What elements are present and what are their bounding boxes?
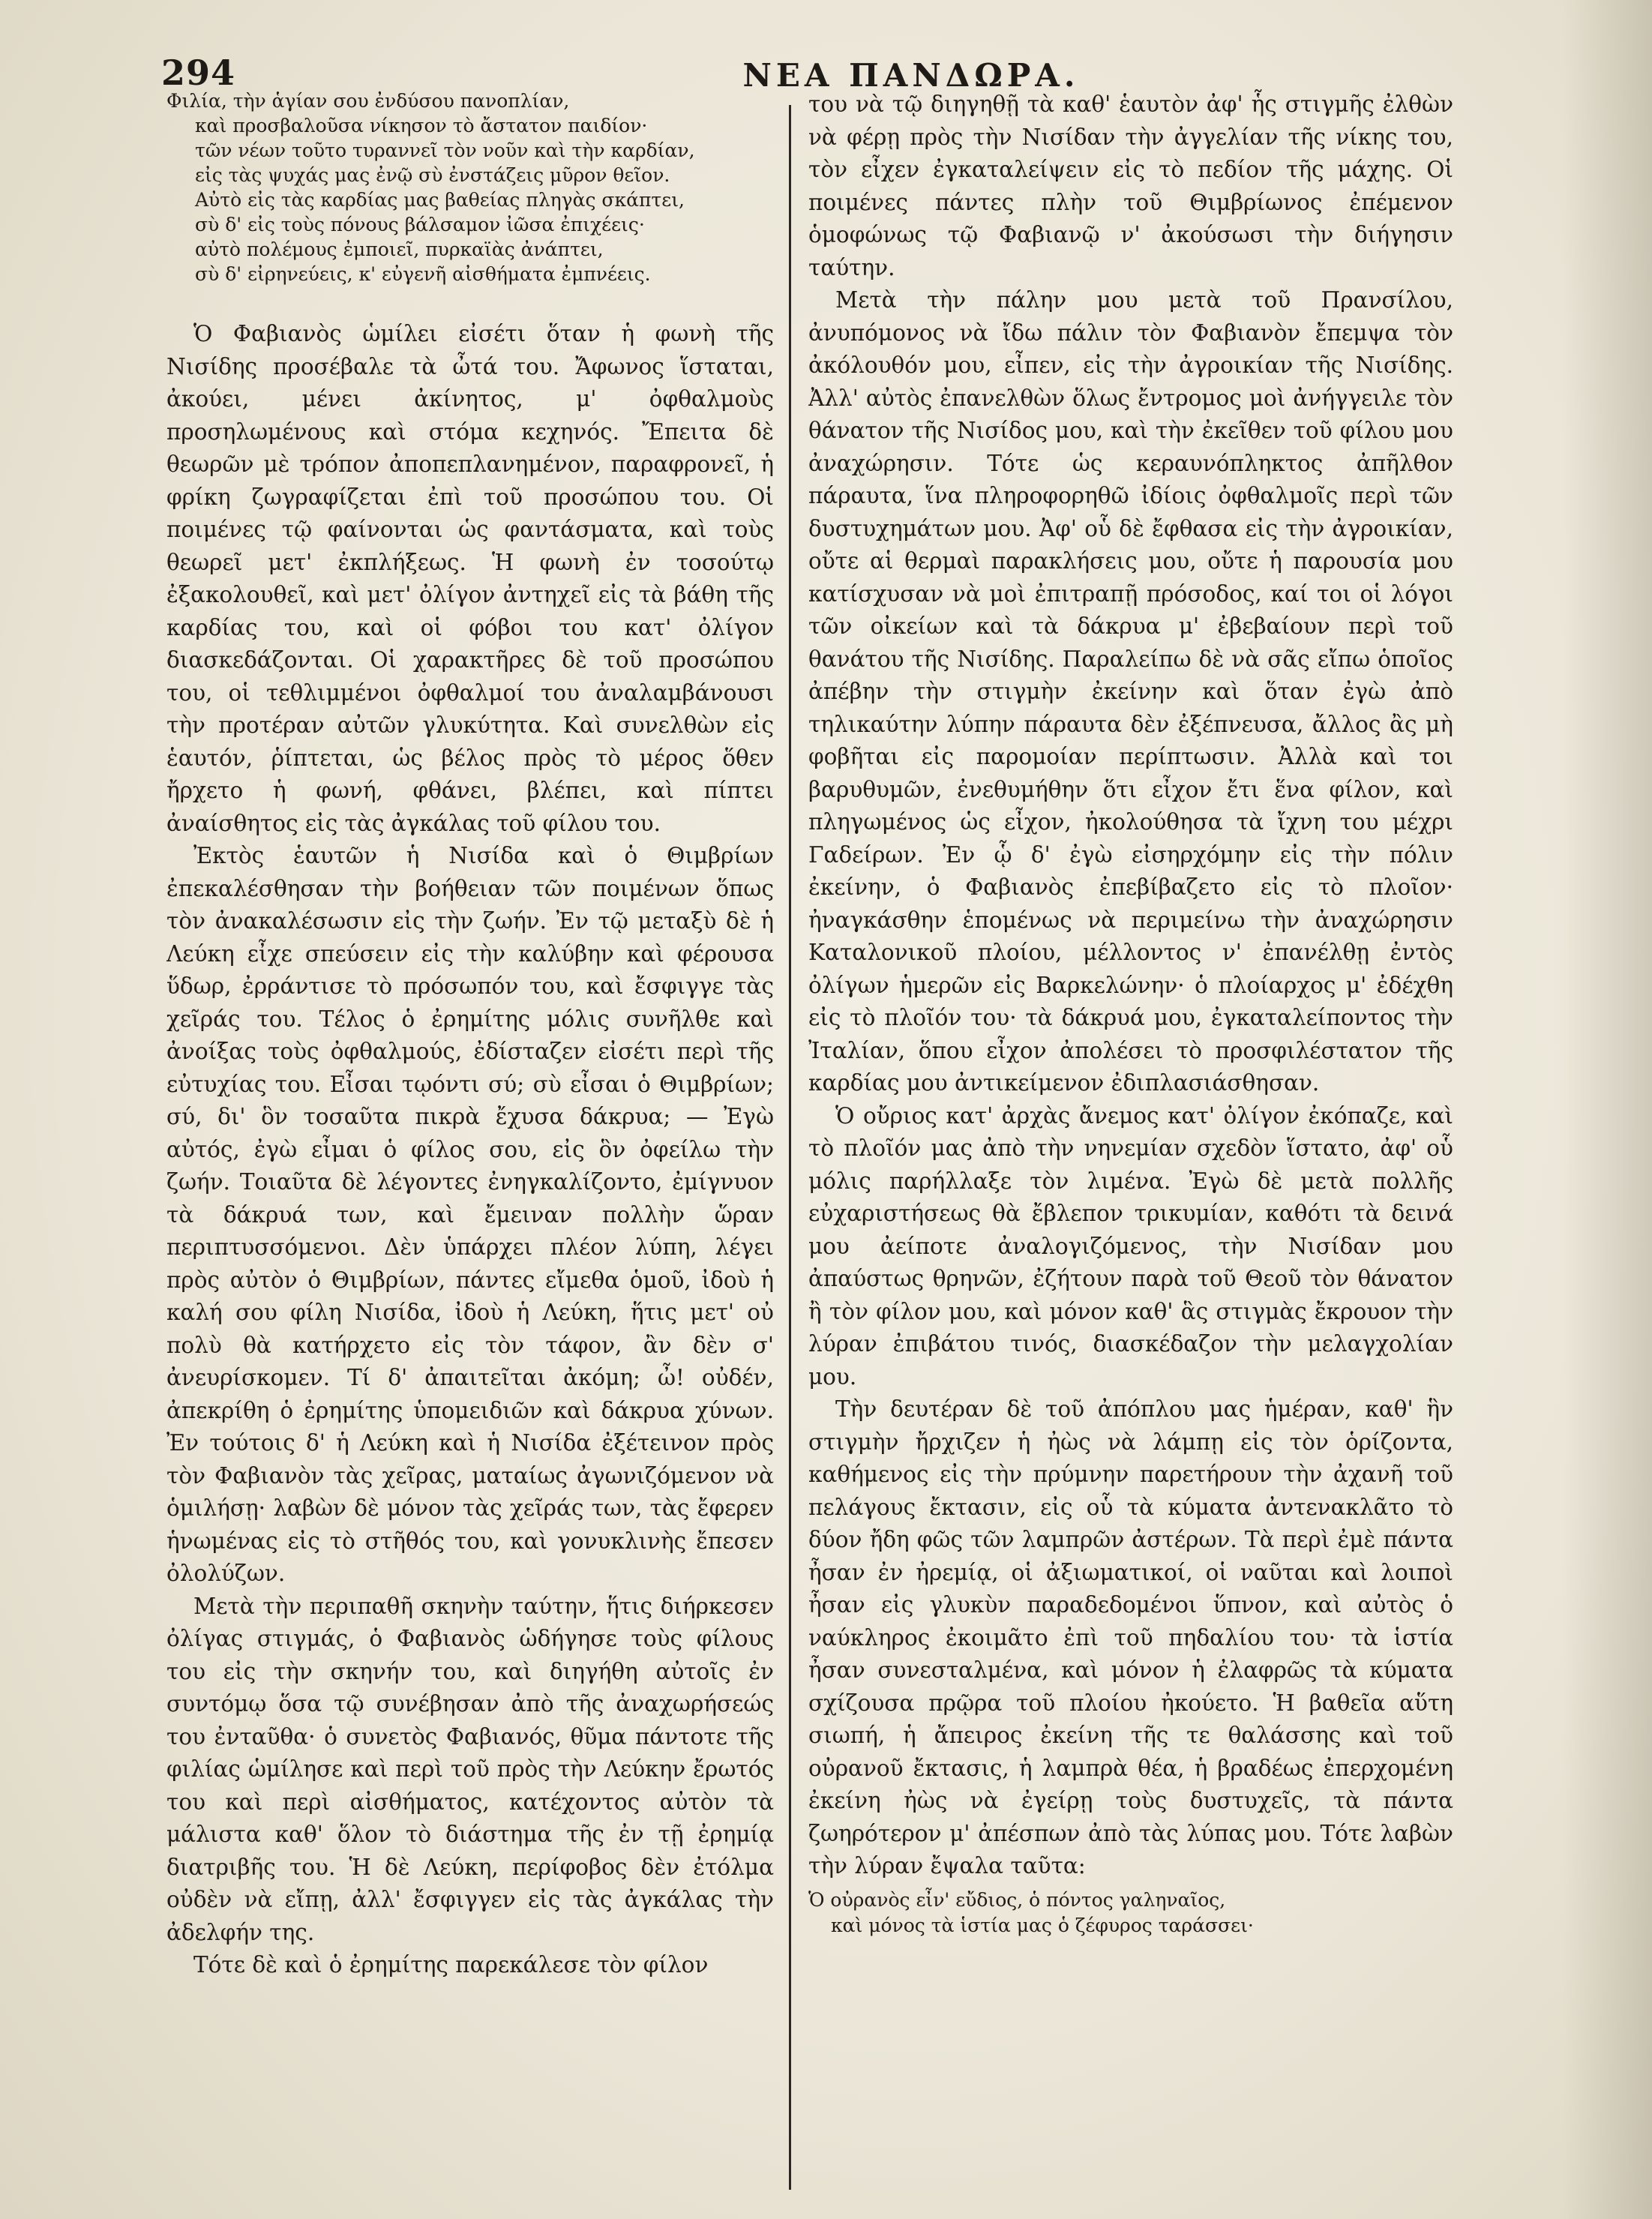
paragraph: Ὁ οὔριος κατ' ἀρχὰς ἄνεμος κατ' ὀλίγον ἐκόπαζε, καὶ τὸ πλοῖόν μας ἀπὸ τὴν νηνεμίαν σχεδὸν ἵστατο, ἀφ' οὗ μόλις παρήλλαξε τὸν λιμένα. Ἐγὼ δὲ μετὰ πολλῆς εὐχαριστήσεως θὰ ἔβλεπον τρικυμίαν, καθότι τὰ δεινά μου ἀείποτε ἀναλογιζόμενος, τὴν Νισίδαν μου ἀπαύστως θρηνῶν, ἐζήτουν παρὰ τοῦ Θεοῦ τὸν θάνατον ἢ τὸν φίλον μου, καὶ μόνον καθ' ἃς στιγμὰς ἔκρουον τὴν λύραν ἐπιβάτου τινός, διασκέδαζον τὴν μελαγχολίαν μου.	[808, 1102, 1453, 1390]
right-column	[808, 88, 1453, 2188]
left-column	[166, 88, 774, 2188]
poem-line: Αὐτὸ εἰς τὰς καρδίας μας βαθείας πληγὰς σκάπτει,	[195, 189, 685, 211]
paragraph: Τότε δὲ καὶ ὁ ἐρημίτης παρεκάλεσε τὸν φίλον	[193, 1952, 709, 1978]
column-divider	[789, 105, 791, 2190]
page-edge-shadow	[1562, 0, 1652, 2219]
paragraph: Ὁ Φαβιανὸς ὡμίλει εἰσέτι ὅταν ἡ φωνὴ τῆς Νισίδης προσέβαλε τὰ ὦτά του. Ἄφωνος ἵσταται, ἀκούει, μένει ἀκίνητος, μ' ὀφθαλμοὺς προσηλωμένους καὶ στόμα κεχηνός. Ἔπειτα δὲ θεωρῶν μὲ τρόπον ἀποπεπλανημένον, παραφρονεῖ, ἡ φρίκη ζωγραφίζεται ἐπὶ τοῦ προσώπου του. Οἱ ποιμένες τῷ φαίνονται ὡς φαντάσματα, καὶ τοὺς θεωρεῖ μετ' ἐκπλήξεως. Ἡ φωνὴ ἐν τοσούτῳ ἐξακολουθεῖ, καὶ μετ' ὀλίγον ἀντηχεῖ εἰς τὰ βάθη τῆς καρδίας του, καὶ οἱ φόβοι του κατ' ὀλίγον διασκεδάζονται. Οἱ χαρακτῆρες δὲ τοῦ προσώπου του, οἱ τεθλιμμένοι ὀφθαλμοί του ἀναλαμβάνουσι τὴν προτέραν αὐτῶν γλυκύτητα. Καὶ συνελθὼν εἰς ἑαυτόν, ῥίπτεται, ὡς βέλος πρὸς τὸ μέρος ὅθεν ἤρχετο ἡ φωνή, φθάνει, βλέπει, καὶ πίπτει ἀναίσθητος εἰς τὰς ἀγκάλας τοῦ φίλου του.	[166, 321, 774, 836]
poem-line: εἰς τὰς ψυχάς μας ἐνῷ σὺ ἐνστάζεις μῦρον θεῖον.	[195, 164, 670, 186]
paragraph: Μετὰ τὴν περιπαθῆ σκηνὴν ταύτην, ἥτις διήρκεσεν ὀλίγας στιγμάς, ὁ Φαβιανὸς ὡδήγησε τοὺς φίλους του εἰς τὴν σκηνήν του, καὶ διηγήθη αὐτοῖς ἐν συντόμῳ ὅσα τῷ συνέβησαν ἀπὸ τῆς ἀναχωρήσεώς του ἐνταῦθα· ὁ συνετὸς Φαβιανός, θῦμα πάντοτε τῆς φιλίας ὡμίλησε καὶ περὶ τοῦ πρὸς τὴν Λεύκην ἔρωτός του καὶ περὶ αἰσθήματος, κατέχοντος αὐτὸν τὰ μάλιστα καθ' ὅλον τὸ διάστημα τῆς ἐν τῇ ἐρημίᾳ διατριβῆς του. Ἡ δὲ Λεύκη, περίφοβος δὲν ἐτόλμα οὐδὲν νὰ εἴπῃ, ἀλλ' ἔσφιγγεν εἰς τὰς ἀγκάλας τὴν ἀδελφήν της.	[166, 1593, 774, 1945]
opening-poem	[166, 88, 774, 286]
page-number: 294	[161, 52, 236, 93]
paragraph: Ἐκτὸς ἑαυτῶν ἡ Νισίδα καὶ ὁ Θιμβρίων ἐπεκαλέσθησαν τὴν βοήθειαν τῶν ποιμένων ὅπως τὸν ἀνακαλέσωσιν εἰς τὴν ζωήν. Ἐν τῷ μεταξὺ δὲ ἡ Λεύκη εἶχε σπεύσειν εἰς τὴν καλύβην καὶ φέρουσα ὕδωρ, ἐρράντισε τὸ πρόσωπόν του, καὶ ἔσφιγγε τὰς χεῖράς του. Τέλος ὁ ἐρημίτης μόλις συνῆλθε καὶ ἀνοίξας τοὺς ὀφθαλμούς, ἐδίσταζεν εἰσέτι περὶ τῆς εὐτυχίας του. Εἶσαι τῳόντι σύ; σὺ εἶσαι ὁ Θιμβρίων; σύ, δι' ὃν τοσαῦτα πικρὰ ἔχυσα δάκρυα; — Ἐγὼ αὐτός, ἐγὼ εἶμαι ὁ φίλος σου, εἰς ὃν ὀφείλω τὴν ζωήν. Τοιαῦτα δὲ λέγοντες ἐνηγκαλίζοντο, ἐμίγνυον τὰ δάκρυά των, καὶ ἔμειναν πολλὴν ὥραν περιπτυσσόμενοι. Δὲν ὑπάρχει πλέον λύπη, λέγει πρὸς αὐτὸν ὁ Θιμβρίων, πάντες εἴμεθα ὁμοῦ, ἰδοὺ ἡ καλή σου φίλη Νισίδα, ἰδοὺ ἡ Λεύκη, ἥτις μετ' οὐ πολὺ θὰ κατήρχετο εἰς τὸν τάφον, ἂν δὲν σ' ἀνευρίσκομεν. Τί δ' ἀπαιτεῖται ἀκόμη; ὦ! οὐδέν, ἀπεκρίθη ὁ ἐρημίτης ὑπομειδιῶν καὶ δάκρυα χύνων. Ἐν τούτοις δ' ἡ Λεύκη καὶ ἡ Νισίδα ἐξέτεινον πρὸς τὸν Φαβιανὸν τὰς χεῖρας, ματαίως ἀγωνιζόμενον νὰ ὁμιλήσῃ· λαβὼν δὲ μόνον τὰς χεῖράς των, τὰς ἔφερεν ἡνωμένας εἰς τὸ στῆθός του, καὶ γονυκλινὴς ἔπεσεν ὀλολύζων.	[166, 843, 774, 1586]
poem-line: σὺ δ' εἰς τοὺς πόνους βάλσαμον ἰῶσα ἐπιχέεις·	[195, 214, 645, 235]
journal-title: ΝΕΑ ΠΑΝΔΩΡΑ.	[742, 57, 1080, 94]
poem-line: σὺ δ' εἰρηνεύεις, κ' εὐγενῆ αἰσθήματα ἐμπνέεις.	[195, 263, 651, 285]
closing-poem	[808, 1888, 1453, 1939]
poem-line: αὐτὸ πολέμους ἐμποιεῖ, πυρκαϊὰς ἀνάπτει,	[195, 238, 604, 260]
poem-line: καὶ προσβαλοῦσα νίκησον τὸ ἄστατον παιδίον·	[195, 115, 648, 136]
poem-line: Φιλία, τὴν ἁγίαν σου ἐνδύσου πανοπλίαν,	[166, 90, 570, 112]
poem-line: καὶ μόνος τὰ ἱστία μας ὁ ζέφυρος ταράσσει·	[831, 1914, 1254, 1936]
paragraph: του νὰ τῷ διηγηθῇ τὰ καθ' ἑαυτὸν ἀφ' ἧς στιγμῆς ἐλθὼν νὰ φέρῃ πρὸς τὴν Νισίδαν τὴν ἀγγελίαν τῆς νίκης του, τὸν εἶχεν ἐγκαταλείψειν εἰς τὸ πεδίον τῆς μάχης. Οἱ ποιμένες πάντες πλὴν τοῦ Θιμβρίωνος ἐπέμενον ὁμοφώνως τῷ Φαβιανῷ ν' ἀκούσωσι τὴν διήγησιν ταύτην.	[808, 91, 1453, 280]
paragraph: Μετὰ τὴν πάλην μου μετὰ τοῦ Πρανσίλου, ἀνυπόμονος νὰ ἴδω πάλιν τὸν Φαβιανὸν ἔπεμψα τὸν ἀκόλουθόν μου, εἶπεν, εἰς τὴν ἀγροικίαν τῆς Νισίδης. Ἀλλ' αὐτὸς ἐπανελθὼν ὅλως ἔντρομος μοὶ ἀνήγγειλε τὸν θάνατον τῆς Νισίδος μου, καὶ τὴν ἐκεῖθεν τοῦ φίλου μου ἀναχώρησιν. Τότε ὡς κεραυνόπληκτος ἀπῆλθον πάραυτα, ἵνα πληροφορηθῶ ἰδίοις ὀφθαλμοῖς περὶ τῶν δυστυχημάτων μου. Ἀφ' οὗ δὲ ἔφθασα εἰς τὴν ἀγροικίαν, οὔτε αἱ θερμαὶ παρακλήσεις μου, οὔτε ἡ παρουσία μου κατίσχυσαν νὰ μοὶ ἐπιτραπῇ πρόσοδος, καί τοι οἱ λόγοι τῶν οἰκείων καὶ τὰ δάκρυα μ' ἐβεβαίουν περὶ τοῦ θανάτου τῆς Νισίδης. Παραλείπω δὲ νὰ σᾶς εἴπω ὁποῖος ἀπέβην τὴν στιγμὴν ἐκείνην καὶ ὅταν ἐγὼ ἀπὸ τηλικαύτην λύπην πάραυτα δὲν ἐξέπνευσα, ἄλλος ἂς μὴ φοβῆται εἰς παρομοίαν περίπτωσιν. Ἀλλὰ καὶ τοι βαρυθυμῶν, ἐνεθυμήθην ὅτι εἶχον ἔτι ἕνα φίλον, καὶ πληγωμένος ὡς εἶχον, ἠκολούθησα τὰ ἴχνη του μέχρι Γαδείρων. Ἐν ᾧ δ' ἐγὼ εἰσηρχόμην εἰς τὴν πόλιν ἐκείνην, ὁ Φαβιανὸς ἐπεβίβαζετο εἰς τὸ πλοῖον· ἠναγκάσθην ἑπομένως νὰ περιμείνω τὴν ἀναχώρησιν Καταλονικοῦ πλοίου, μέλλοντος ν' ἐπανέλθῃ ἐντὸς ὀλίγων ἡμερῶν εἰς Βαρκελώνην· ὁ πλοίαρχος μ' ἐδέχθη εἰς τὸ πλοῖόν του· τὰ δάκρυά μου, ἐγκαταλείποντος τὴν Ἰταλίαν, ὅπου εἶχον ἀπολέσει τὸ προσφιλέστατον τῆς καρδίας μου ἀντικείμενον ἐδιπλασιάσθησαν.	[808, 287, 1453, 1096]
paragraph: Τὴν δευτέραν δὲ τοῦ ἀπόπλου μας ἡμέραν, καθ' ἣν στιγμὴν ἤρχιζεν ἡ ἠὼς νὰ λάμπῃ εἰς τὸν ὁρίζοντα, καθήμενος εἰς τὴν πρύμνην παρετήρουν τὴν ἀχανῆ τοῦ πελάγους ἔκτασιν, εἰς οὗ τὰ κύματα ἀντενακλᾶτο τὸ δύον ἤδη φῶς τῶν λαμπρῶν ἀστέρων. Τὰ περὶ ἐμὲ πάντα ἦσαν ἐν ἠρεμίᾳ, οἱ ἀξιωματικοί, οἱ ναῦται καὶ λοιποὶ ἦσαν εἰς γλυκὺν παραδεδομένοι ὕπνον, καὶ αὐτὸς ὁ ναύκληρος ἐκοιμᾶτο ἐπὶ τοῦ πηδαλίου του· τὰ ἱστία ἦσαν συνεσταλμένα, καὶ μόνον ἡ ἐλαφρῶς τὰ κύματα σχίζουσα πρῷρα τοῦ πλοίου ἠκούετο. Ἡ βαθεῖα αὕτη σιωπή, ἡ ἄπειρος ἐκείνη τῆς τε θαλάσσης καὶ τοῦ οὐρανοῦ ἔκτασις, ἡ λαμπρὰ θέα, ἡ βραδέως ἐπερχομένη ἐκείνη ἠὼς νὰ ἐγείρῃ τοὺς δυστυχεῖς, τὰ πάντα ζωηρότερον μ' ἀπέσπων ἀπὸ τὰς λύπας μου. Τότε λαβὼν τὴν λύραν ἔψαλα ταῦτα:	[808, 1396, 1453, 1879]
poem-line: Ὁ οὐρανὸς εἶν' εὔδιος, ὁ πόντος γαληναῖος,	[808, 1888, 1226, 1911]
poem-line: τῶν νέων τοῦτο τυραννεῖ τὸν νοῦν καὶ τὴν καρδίαν,	[195, 139, 695, 161]
